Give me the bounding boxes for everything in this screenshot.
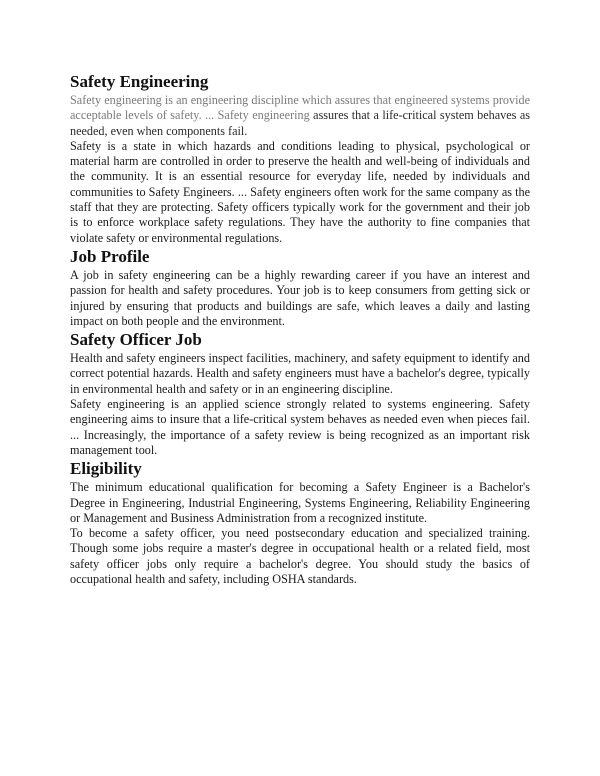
paragraph: Safety is a state in which hazards and conditions leading to physical, psychological or material harm are controlled in order to preserve the health and well-being of individuals and the community. It is an essential resource for everyday life, needed by individuals and communities to Safety Engineers. ... Safety engineers often work for the same company as the staff that they are protecting. Safety officers typically work for the government and their job is to enforce workplace safety regulations. They have the authority to fine companies that violate safety or environmental regulations. bbox=[70, 138, 530, 245]
paragraph: The minimum educational qualification for becoming a Safety Engineer is a Bachelor's Degree in Engineering, Industrial Engineering, Systems Engineering, Reliability Engineering or Management and Business Administration from a recognized institute. bbox=[70, 480, 530, 525]
intro-paragraph bbox=[70, 93, 530, 139]
section-heading: Safety Engineering bbox=[70, 72, 209, 91]
section-eligibility bbox=[70, 458, 530, 587]
section-heading: Eligibility bbox=[70, 459, 142, 479]
paragraph: To become a safety officer, you need postsecondary education and specialized training. Though some jobs require a master's degree in occupational health or a related field, most safety officer jobs only require a bachelor's degree. You should study the basics of occupational health and safety, including OSHA standards. bbox=[70, 526, 530, 587]
section-heading: Job Profile bbox=[70, 246, 150, 266]
section-safety-engineering bbox=[70, 71, 530, 246]
document-page bbox=[70, 71, 530, 587]
paragraph: Health and safety engineers inspect facilities, machinery, and safety equipment to identify and correct potential hazards. Health and safety engineers must have a bachelor's degree, typically in environmental health and safety or in an engineering discipline. bbox=[70, 351, 530, 396]
intro-dark-text: assures that a life-critical system behaves as needed, even when components fail. bbox=[70, 108, 530, 138]
paragraph: A job in safety engineering can be a highly rewarding career if you have an interest and passion for health and safety procedures. Your job is to keep consumers from getting sick or injured by ensuring that products and buildings are safe, which leaves a daily and lasting impact on both people and the environment. bbox=[70, 267, 530, 328]
section-job-profile bbox=[70, 246, 530, 329]
paragraph: Safety engineering is an applied science strongly related to systems engineering. Safety engineering aims to insure that a life-critical system behaves as needed even when pieces fail. ... Increasingly, the importance of a safety review is being recognized as an important risk management tool. bbox=[70, 397, 530, 457]
section-heading: Safety Officer Job bbox=[70, 330, 202, 350]
intro-muted-text: Safety engineering is an engineering discipline which assures that engineered systems provide acceptable levels of safety. ... Safety engineering bbox=[70, 93, 530, 123]
section-safety-officer-job bbox=[70, 329, 530, 458]
